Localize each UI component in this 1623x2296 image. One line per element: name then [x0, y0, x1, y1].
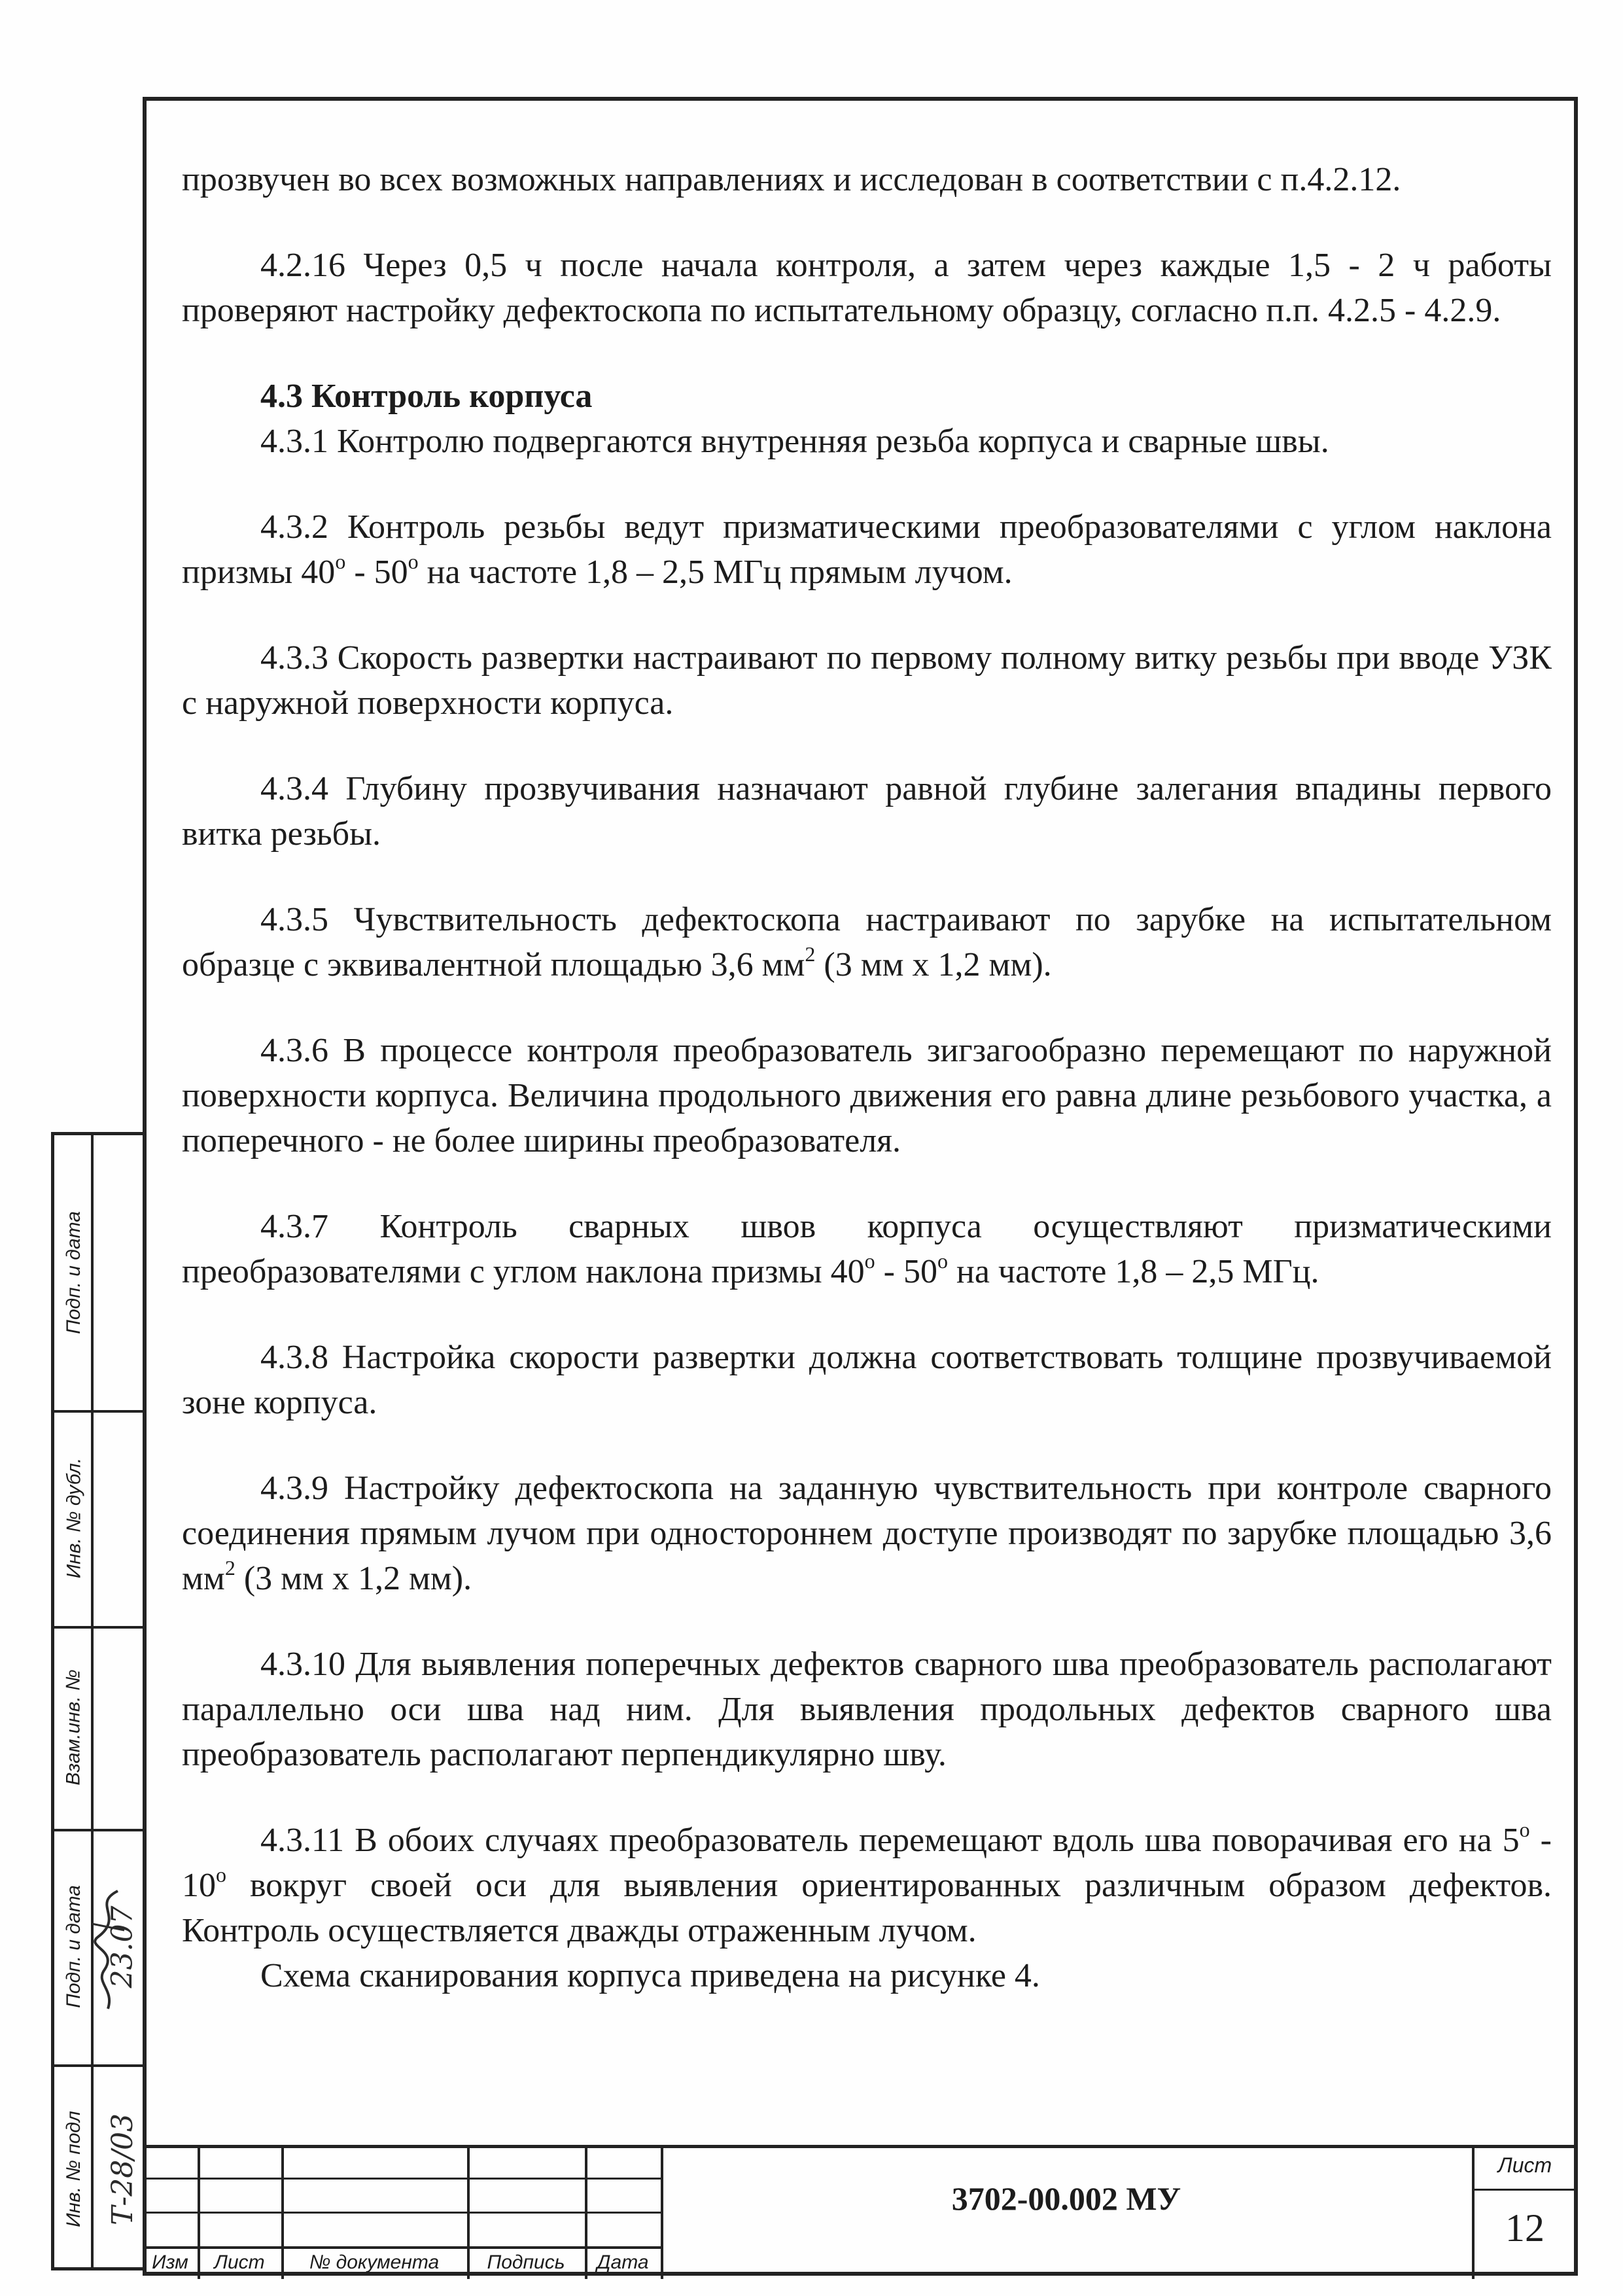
title-block-row-line [143, 2178, 661, 2180]
handwritten-inventory-number: Т-28/03 [105, 2113, 139, 2225]
paragraph-4-3-1: 4.3.1 Контролю подвергаются внутренняя резьба корпуса и сварные швы. [260, 423, 1329, 460]
paragraph-4-3-11: 4.3.11 В обоих случаях преобразователь перемещают вдоль шва поворачивая его на $5^о - 10^о$ вокруг своей оси для выявления ориентированных различным образом дефектов. Контроль осуществляется дважды отраженным лучом. [182, 1818, 1552, 1949]
side-stamp [51, 1132, 143, 2270]
paragraph-4-3-9: 4.3.9 Настройку дефектоскопа на заданную чувствительность при контроле сварного соединения прямым лучом при одностороннем доступе производят по зарубке площадью 3,6 $мм^2$ (3 мм х 1,2 мм). [182, 1470, 1552, 1597]
sheet-label: Лист [1497, 2153, 1552, 2177]
paragraph-4-2-16: 4.2.16 Через 0,5 ч после начала контроля, а затем через каждые 1,5 - 2 ч работы проверяют настройку дефектоскопа по испытательному образцу, согласно п.п. 4.2.5 - 4.2.9. [182, 247, 1552, 329]
side-label-signature-date: Подп. и дата [63, 1211, 84, 1334]
paragraph-4-3-2: 4.3.2 Контроль резьбы ведут призматическими преобразователями с углом наклона призмы $40^о - 50^о$ на частоте 1,8 – 2,5 МГц прямым лучом. [182, 508, 1552, 591]
paragraph-4-3-5: 4.3.5 Чувствительность дефектоскопа настраивают по зарубке на испытательном образце с эквивалентной площадью 3,6 $мм^2$ (3 мм х 1,2 мм). [182, 901, 1552, 983]
title-block-header-sheet: Лист [214, 2252, 265, 2273]
handwritten-signature [79, 1884, 137, 2015]
paragraph-4-3-10: 4.3.10 Для выявления поперечных дефектов сварного шва преобразователь располагают параллельно оси шва над ним. Для выявления продольных дефектов сварного шва преобразователь располагают перпендикулярно шву. [182, 1646, 1552, 1773]
paragraph-4-3-8: 4.3.8 Настройка скорости развертки должна соответствовать толщине прозвучиваемой зоне корпуса. [182, 1339, 1552, 1421]
paragraph-4-3-4: 4.3.4 Глубину прозвучивания назначают равной глубине залегания впадины первого витка резьбы. [182, 770, 1552, 853]
side-label-duplicate-inventory: Инв. № дубл. [63, 1457, 84, 1579]
title-block-header-change: Изм [152, 2252, 188, 2273]
paragraph-continuation: прозвучен во всех возможных направлениях и исследован в соответствии с п.4.2.12. [182, 161, 1401, 198]
paragraph-4-3-3: 4.3.3 Скорость развертки настраивают по первому полному витку резьбы при вводе УЗК с наружной поверхности корпуса. [182, 639, 1552, 722]
side-label-replacement-inventory: Взам.инв. № [63, 1669, 84, 1786]
title-block-header-document-number: № документа [309, 2252, 440, 2273]
sheet-number: 12 [1505, 2206, 1544, 2250]
title-block-header-date: Дата [597, 2252, 649, 2273]
title-block-row-line [143, 2212, 661, 2214]
side-label-signature-date-original: Подп. и дата [63, 1885, 84, 2008]
document-code: 3702-00.002 МУ [951, 2180, 1181, 2217]
paragraph-4-3-6: 4.3.6 В процессе контроля преобразователь зигзагообразно перемещают по наружной поверхности корпуса. Величина продольного движения его равна длине резьбового участка, а поперечного - не более ширины преобразователя. [182, 1032, 1552, 1159]
document-body [182, 157, 1552, 1998]
side-label-original-inventory: Инв. № подл [63, 2111, 85, 2227]
handwritten-date: 23.07 [105, 1905, 139, 1988]
paragraph-scheme-reference: Схема сканирования корпуса приведена на рисунке 4. [260, 1957, 1040, 1994]
paragraph-4-3-7: 4.3.7 Контроль сварных швов корпуса осуществляют призматическими преобразователями с углом наклона призмы $40^о - 50^о$ на частоте 1,8 – 2,5 МГц. [182, 1208, 1552, 1290]
section-heading-4-3: 4.3 Контроль корпуса [260, 378, 593, 415]
title-block-header-signature: Подпись [487, 2252, 565, 2273]
